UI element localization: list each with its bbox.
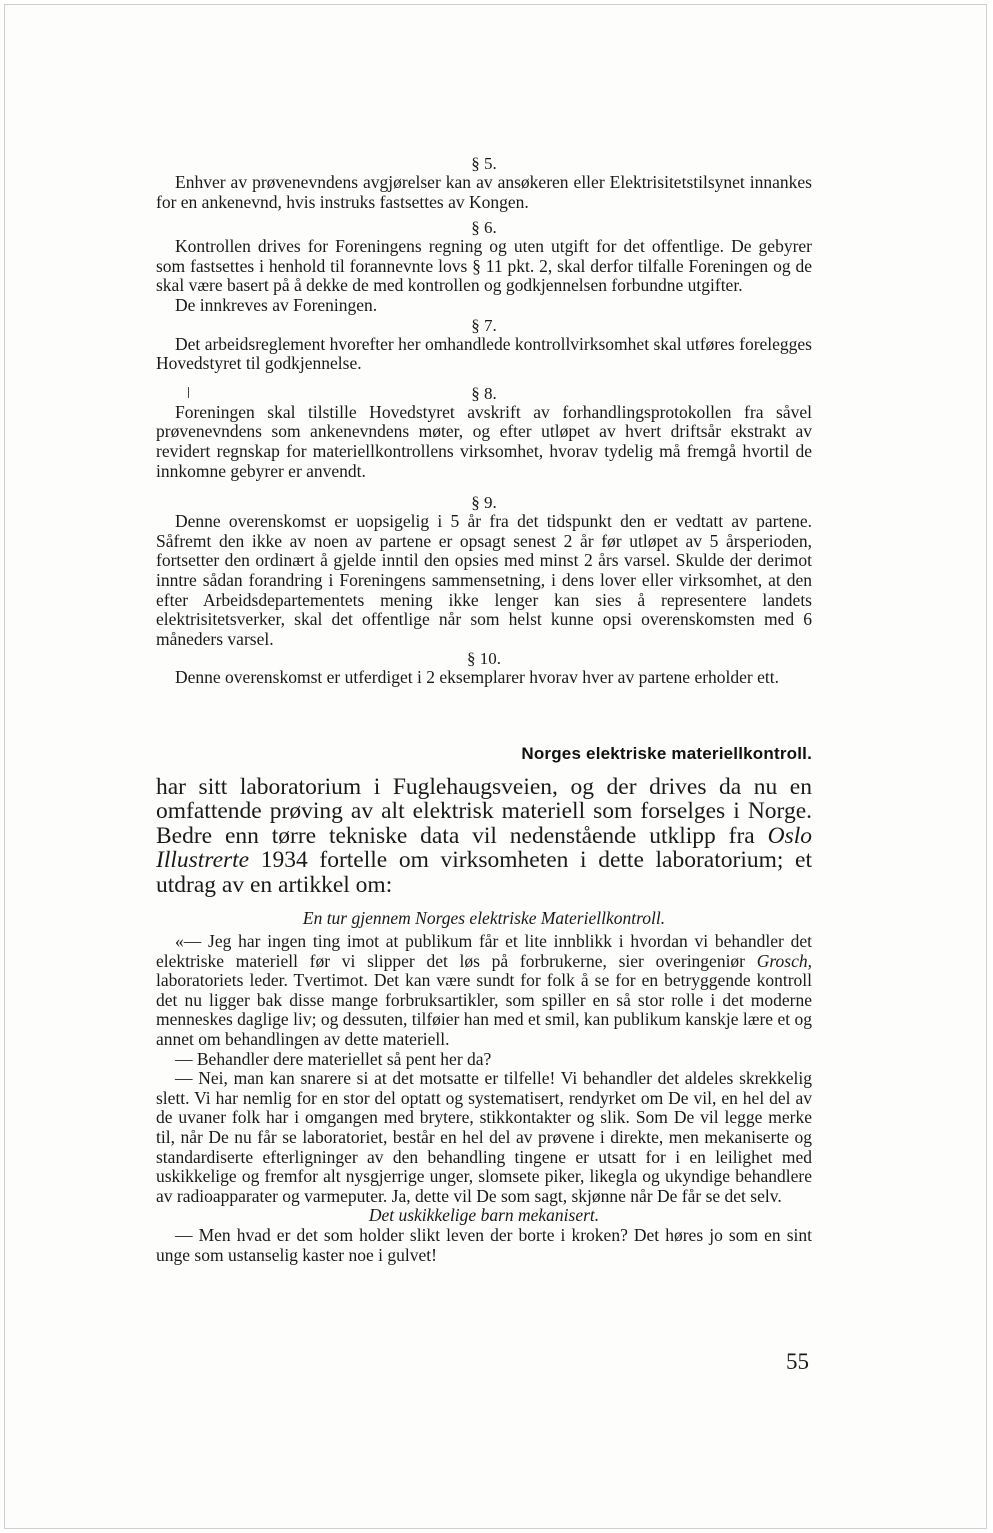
intro-source: Oslo Illustrerte [156, 822, 812, 874]
section-mark-8: § 8. [471, 383, 497, 403]
section-mark-6: § 6. [471, 218, 497, 238]
section-mark-9: § 9. [471, 493, 497, 513]
quote-p1-name: Grosch, [756, 950, 812, 971]
quote-paragraph-2: — Behandler dere materiellet så pent her da? [175, 1048, 492, 1069]
section-10-paragraph: Denne overenskomst er utferdiget i 2 eksemplarer hvorav hver av partene erholder ett. [175, 667, 779, 688]
section-9-paragraph: Denne overenskomst er uopsigelig i 5 år fra det tidspunkt den er vedtatt av partene. Såfremt den ikke av noen av partene er opsagt senest 2 år før utløpet av 5 årsperioden, fortsetter den ordinært å gjelde inntil den opsies med minst 2 års varsel. Skulde der derimot inntre sådan forandring i Foreningens sammensetning, i dens lover eller virksomhet, at den efter Arbeidsdepartementets mening ikke lenger kan sies å representere landets elektrisitetsverker, skal det offentlige når som helst kunne opsi overenskomsten med 6 måneders varsel. [156, 511, 812, 649]
section-mark-10: § 10. [467, 649, 501, 669]
section-6-paragraph-1: Kontrollen drives for Foreningens regning og uten utgift for det offentlige. De gebyrer som fastsettes i henhold til forannevnte lovs § 11 pkt. 2, skal derfor tilfalle Foreningen og de skal være basert på å dekke de med kontrollen og godkjennelsen forbundne utgifter. [156, 236, 812, 296]
section-7-paragraph: Det arbeidsreglement hvorefter her omhandlede kontrollvirksomhet skal utføres forelegges Hovedstyret til godkjennelse. [156, 333, 812, 374]
section-8-paragraph: Foreningen skal tilstille Hovedstyret avskrift av forhandlingsprotokollen fra såvel prøvenevndens som ankenevndens møter, og efter utløpet av hvert driftsår ekstrakt av revidert regnskap for materiellkontrollens virksomhet, hvorav tydelig må fremgå hvortil de innkomne gebyrer er anvendt. [156, 401, 812, 481]
intro-block [156, 775, 812, 897]
quote-paragraph-3: — Nei, man kan snarere si at det motsatte er tilfelle! Vi behandler det aldeles skrekkelig slett. Vi har nemlig for en stor del optatt og systematisert, rendyrket om De vil, en hel del av de uvaner folk har i omgangen med brytere, stikkontakter og slik. Som De vil legge merke til, når De nu får se laboratoriet, består en hel del av prøvene i direkte, men mekaniserte og standardiserte efterligninger av den behandling tingene er utsatt for i en leilighet med uskikkelige og fremfor alt nysgjerrige unger, slomsete piker, likegla og ukyndige behandlere av radioapparater og varmeputer. Ja, dette vil De som sagt, skjønne når De får se det selv. [156, 1068, 812, 1206]
quote-p1-text-a: «— Jeg har ingen ting imot at publikum får et lite innblikk i hvordan vi behandler det elektriske materiell før vi slipper det løs på forbrukerne, sier overingeniør [156, 931, 812, 971]
section-5-paragraph: Enhver av prøvenevndens avgjørelser kan av ansøkeren eller Elektrisitetstilsynet innankes for en ankenevnd, hvis instruks fastsettes av Kongen. [156, 172, 812, 212]
intro-text-2: 1934 fortelle om virksomheten i dette laboratorium; et utdrag av en artikkel om: [156, 847, 812, 898]
intro-paragraph [156, 775, 812, 897]
closing-paragraph: — Men hvad er det som holder slikt leven der borte i kroken? Det høres jo som en sint unge som ustanselig kaster noe i gulvet! [156, 1224, 812, 1265]
intro-text-1: har sitt laboratorium i Fuglehaugsveien, og der drives da nu en omfattende prøving av alt elektrisk materiell som forselges i Norge. Bedre enn tørre tekniske data vil nedenstående utklipp fra [156, 774, 812, 849]
quote-paragraph-1 [156, 932, 812, 1050]
quote-p1-text-b: laboratoriets leder. Tvertimot. Det kan være sundt for folk å se for en betryggende kontroll det nu ligger bak disse mange forbruksartikler, som spiller en så stor rolle i det moderne menneskes daglige liv; og dessuten, tilføier han med et smil, kan publikum kanskje lære et og annet om behandlingen av dette materiell. [156, 970, 812, 1049]
page-number: 55 [786, 1349, 809, 1374]
section-mark-7: § 7. [471, 315, 497, 335]
article-subheading: Det uskikkelige barn mekanisert. [368, 1205, 600, 1226]
regulations-block [156, 154, 812, 688]
article-block [156, 908, 812, 1265]
section-6-paragraph-2: De innkreves av Foreningen. [175, 294, 378, 315]
section-mark-5: § 5. [471, 154, 497, 173]
page-heading: Norges elektriske materiellkontroll. [521, 744, 812, 763]
article-title: En tur gjennem Norges elektriske Materiellkontroll. [302, 908, 666, 928]
